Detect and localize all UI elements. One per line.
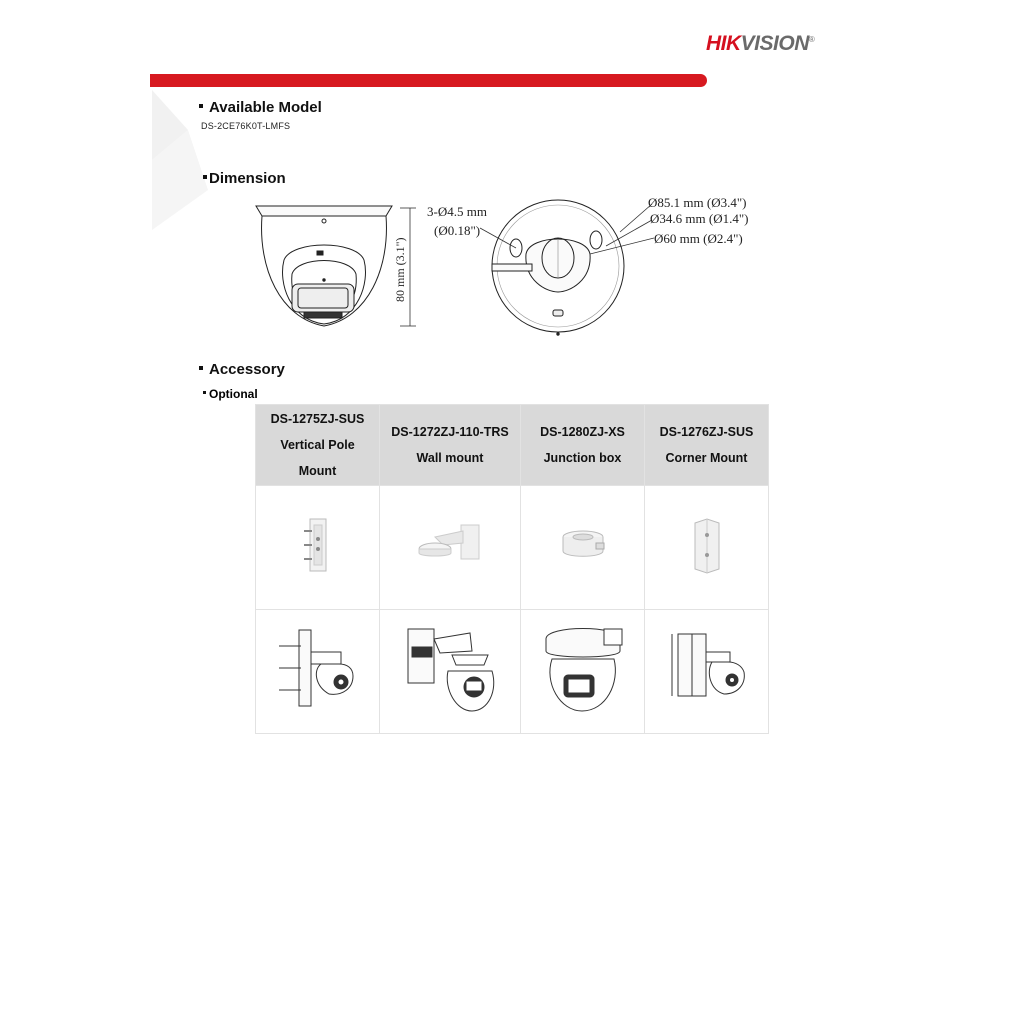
dimension-drawing	[240, 188, 780, 346]
accessory-name: Wall mount	[416, 451, 484, 465]
wall-mount-install-icon	[400, 619, 500, 719]
bullet-icon	[199, 366, 203, 370]
hikvision-logo: HIKVISION®	[706, 32, 815, 55]
wall-mount-icon	[415, 523, 485, 567]
pole-mount-install-image	[256, 610, 380, 734]
diameter-label-3: Ø60 mm (Ø2.4")	[654, 231, 743, 246]
junction-box-image	[521, 486, 645, 610]
junction-box-install-image	[521, 610, 645, 734]
accessory-header-row	[256, 405, 769, 486]
accessory-header-cell	[380, 405, 521, 486]
accessory-table	[255, 404, 769, 734]
accessory-header-cell	[521, 405, 645, 486]
accessory-header-cell	[256, 405, 380, 486]
accessory-heading: Accessory	[199, 361, 285, 378]
junction-box-icon	[558, 525, 608, 565]
pole-mount-install-icon	[273, 624, 363, 714]
header-red-bar	[150, 74, 707, 87]
model-number: DS-2CE76K0T-LMFS	[201, 121, 291, 131]
accessory-install-row	[256, 610, 769, 734]
junction-box-install-icon	[538, 619, 628, 719]
corner-mount-install-image	[645, 610, 769, 734]
bullet-icon	[199, 104, 203, 108]
bullet-icon	[203, 175, 207, 179]
diameter-label-2: Ø34.6 mm (Ø1.4")	[650, 211, 749, 226]
accessory-name: Vertical Pole	[280, 438, 355, 452]
accessory-model: DS-1275ZJ-SUS	[270, 412, 365, 426]
accessory-header-cell	[645, 405, 769, 486]
accessory-name: Junction box	[543, 451, 622, 465]
available-model-heading: Available Model	[199, 99, 322, 116]
pole-mount-icon	[298, 515, 338, 575]
accessory-product-row	[256, 486, 769, 610]
diameter-label-1: Ø85.1 mm (Ø3.4")	[648, 195, 747, 210]
base-plate-view	[492, 200, 624, 335]
dimension-heading: Dimension	[203, 170, 286, 187]
pole-mount-image	[256, 486, 380, 610]
accessory-model: DS-1280ZJ-XS	[540, 425, 625, 439]
bullet-icon	[203, 391, 206, 394]
hole-label-2: (Ø0.18")	[434, 223, 481, 238]
corner-mount-install-icon	[662, 624, 752, 714]
optional-heading: Optional	[203, 387, 258, 401]
camera-side-view	[256, 206, 392, 326]
accessory-model: DS-1272ZJ-110-TRS	[391, 425, 509, 439]
corner-mount-icon	[687, 515, 727, 575]
wall-mount-image	[380, 486, 521, 610]
accessory-model: DS-1276ZJ-SUS	[659, 425, 754, 439]
accessory-name: Mount	[298, 464, 337, 478]
hole-label-1: 3-Ø4.5 mm	[427, 204, 487, 219]
height-label: 80 mm (3.1")	[393, 237, 407, 302]
wall-mount-install-image	[380, 610, 521, 734]
corner-mount-image	[645, 486, 769, 610]
accessory-name: Corner Mount	[665, 451, 748, 465]
